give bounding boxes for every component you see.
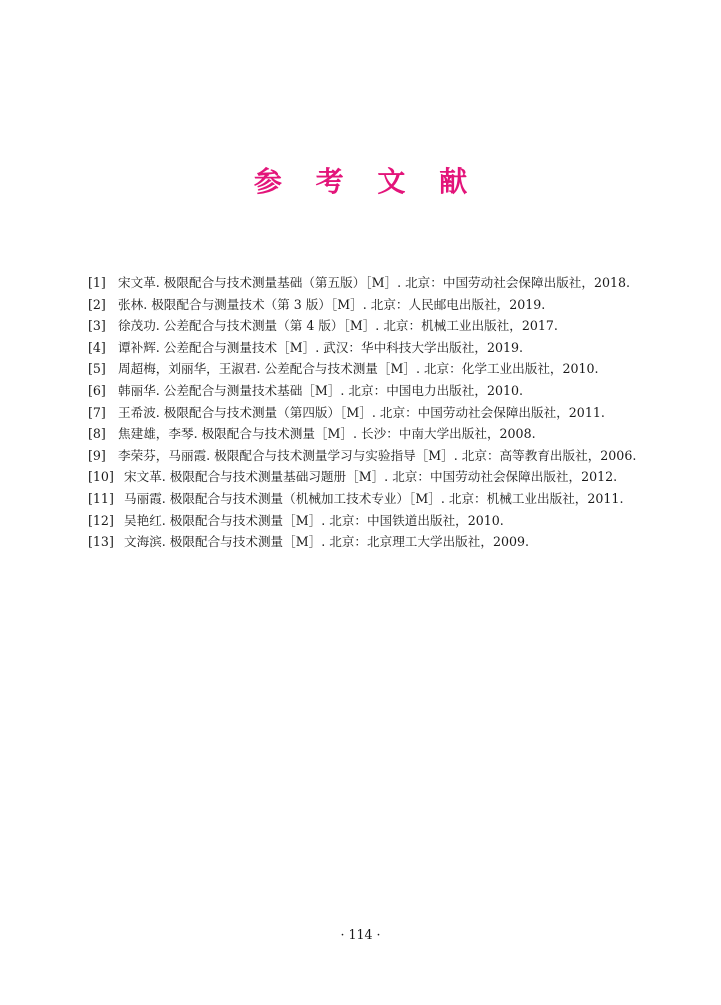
reference-item xyxy=(88,488,640,510)
reference-list xyxy=(88,272,640,553)
reference-number: [9] xyxy=(88,447,106,463)
reference-number: [2] xyxy=(88,296,106,312)
reference-number: [8] xyxy=(88,426,106,442)
reference-number: [4] xyxy=(88,339,106,355)
reference-item xyxy=(88,510,640,532)
reference-text: 韩丽华. 公差配合与测量技术基础［M］. 北京：中国电力出版社，2010. xyxy=(118,382,523,398)
reference-item xyxy=(88,315,640,337)
reference-item xyxy=(88,423,640,445)
reference-number: [6] xyxy=(88,382,106,398)
reference-text: 周超梅，刘丽华，王淑君. 公差配合与技术测量［M］. 北京：化学工业出版社，2010. xyxy=(118,361,599,377)
reference-item xyxy=(88,466,640,488)
page-title: 参 考 文 献 xyxy=(253,165,480,198)
reference-text: 谭补辉. 公差配合与测量技术［M］. 武汉：华中科技大学出版社，2019. xyxy=(118,339,523,355)
reference-item xyxy=(88,358,640,380)
reference-item xyxy=(88,531,640,553)
reference-item xyxy=(88,337,640,359)
reference-item xyxy=(88,294,640,316)
reference-text: 吴艳红. 极限配合与技术测量［M］. 北京：中国铁道出版社，2010. xyxy=(124,512,504,528)
reference-number: [13] xyxy=(88,534,114,550)
reference-text: 徐茂功. 公差配合与技术测量（第 4 版）［M］. 北京：机械工业出版社，2017. xyxy=(118,318,558,334)
reference-text: 马丽霞. 极限配合与技术测量（机械加工技术专业）［M］. 北京：机械工业出版社，2011. xyxy=(124,490,624,506)
reference-item xyxy=(88,445,640,467)
reference-item xyxy=(88,272,640,294)
reference-number: [5] xyxy=(88,361,106,377)
reference-number: [12] xyxy=(88,512,114,528)
reference-text: 张林. 极限配合与测量技术（第 3 版）［M］. 北京：人民邮电出版社，2019. xyxy=(118,296,546,312)
reference-text: 焦建雄，李琴. 极限配合与技术测量［M］. 长沙：中南大学出版社，2008. xyxy=(118,426,536,442)
reference-number: [11] xyxy=(88,490,114,506)
reference-text: 宋文革. 极限配合与技术测量基础习题册［M］. 北京：中国劳动社会保障出版社，2012. xyxy=(124,469,618,485)
reference-number: [3] xyxy=(88,318,106,334)
reference-number: [10] xyxy=(88,469,114,485)
reference-number: [1] xyxy=(88,275,106,290)
reference-text: 文海滨. 极限配合与技术测量［M］. 北京：北京理工大学出版社，2009. xyxy=(124,534,529,550)
reference-item xyxy=(88,402,640,424)
reference-text: 王希波. 极限配合与技术测量（第四版）［M］. 北京：中国劳动社会保障出版社，2011. xyxy=(118,404,605,420)
page-number: · 114 · xyxy=(340,927,381,942)
reference-text: 李荣芬，马丽霞. 极限配合与技术测量学习与实验指导［M］. 北京：高等教育出版社，2006. xyxy=(118,447,637,463)
reference-number: [7] xyxy=(88,404,106,420)
reference-text: 宋文革. 极限配合与技术测量基础（第五版）［M］. 北京：中国劳动社会保障出版社，2018. xyxy=(118,275,631,290)
reference-item xyxy=(88,380,640,402)
